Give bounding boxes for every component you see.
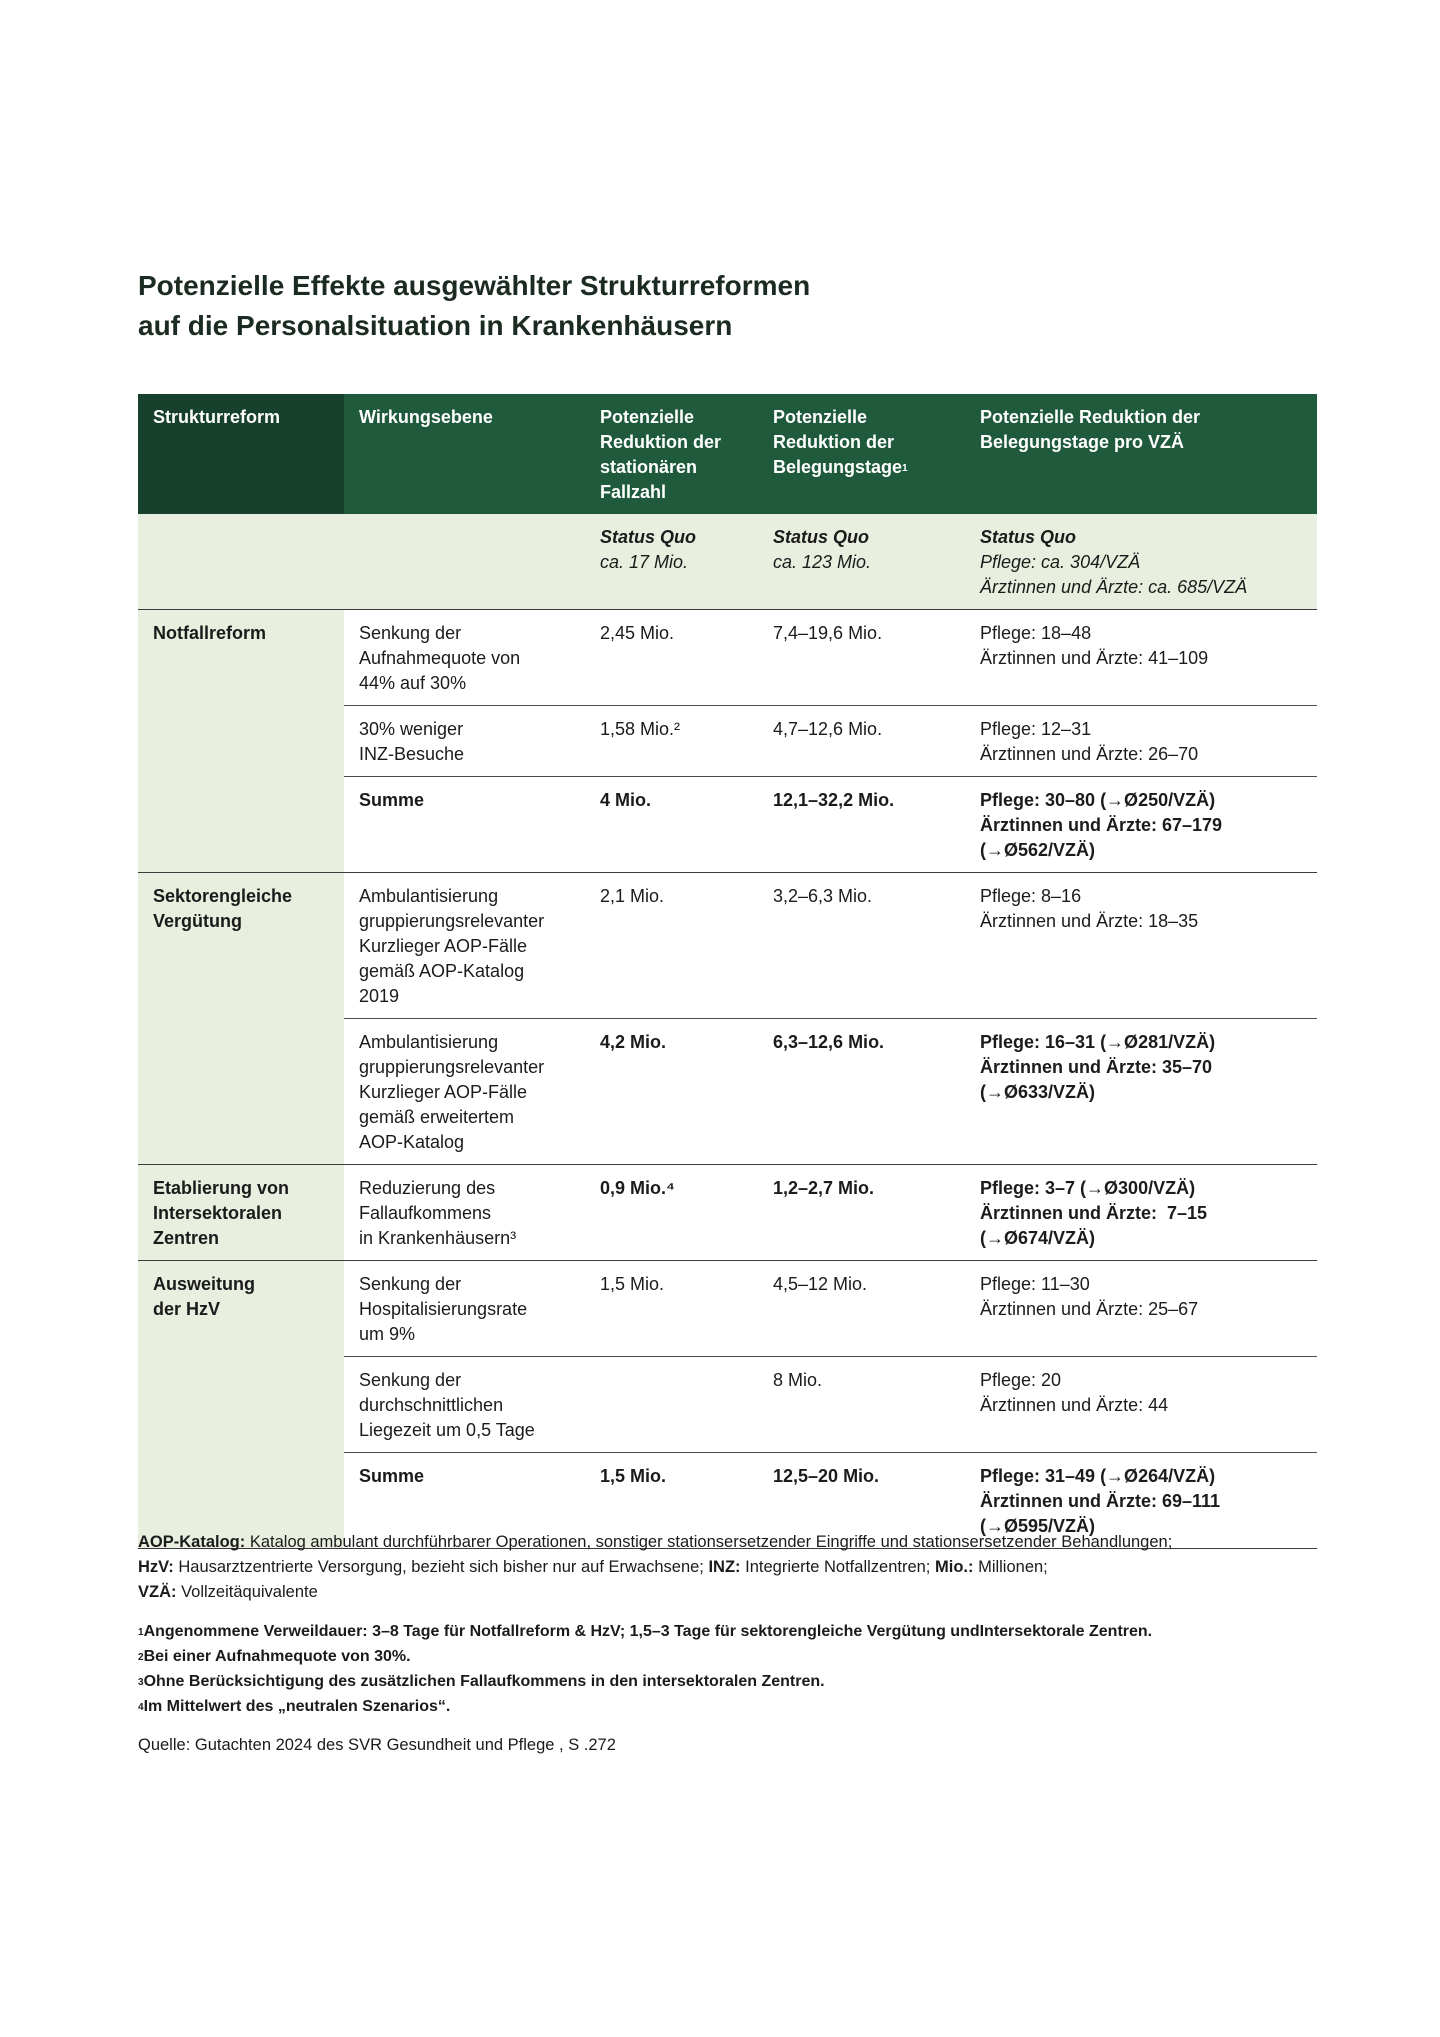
table-row: Ausweitung der HzV Senkung der Hospitalisierungsrate um 9% 1,5 Mio. 4,5–12 Mio. Pflege: 11–30 Ärztinnen und Ärzte: 25–67 bbox=[138, 1261, 1317, 1357]
footnote-mark: 1 bbox=[902, 463, 908, 474]
reform-effects-table bbox=[138, 394, 1317, 1549]
header-vza: Potenzielle Reduktion der Belegungstage pro VZÄ bbox=[965, 394, 1317, 514]
group-sektorengleiche-verguetung bbox=[138, 873, 1317, 1165]
table-row: Notfallreform Senkung der Aufnahmequote von 44% auf 30% 2,45 Mio. 7,4–19,6 Mio. Pflege: 18–48 Ärztinnen und Ärzte: 41–109 bbox=[138, 610, 1317, 706]
sum-row: Summe 4 Mio. 12,1–32,2 Mio. Pflege: 30–80 (→Ø250/VZÄ) Ärztinnen und Ärzte: 67–179 (→Ø562/VZÄ) bbox=[138, 777, 1317, 873]
reform-label: Sektorengleiche Vergütung bbox=[138, 873, 344, 1165]
table-row: 30% weniger INZ-Besuche 1,58 Mio.² 4,7–12,6 Mio. Pflege: 12–31 Ärztinnen und Ärzte: 26–70 bbox=[138, 706, 1317, 777]
group-ausweitung-hzv bbox=[138, 1261, 1317, 1549]
reform-label: Notfallreform bbox=[138, 610, 344, 873]
header-strukturreform: Strukturreform bbox=[138, 394, 344, 514]
source-note: Quelle: Gutachten 2024 des SVR Gesundheit und Pflege , S .272 bbox=[138, 1736, 616, 1754]
status-quo-row bbox=[138, 514, 1317, 610]
footnote: $^4$Im Mittelwert des „neutralen Szenarios“. bbox=[138, 1698, 451, 1715]
table-row: Ambulantisierung gruppierungsrelevanter Kurzlieger AOP-Fälle gemäß erweitertem AOP-Katalog 4,2 Mio. 6,3–12,6 Mio. Pflege: 16–31 (→Ø281/VZÄ) Ärztinnen und Ärzte: 35–70 (→Ø633/VZÄ) bbox=[138, 1019, 1317, 1165]
header-belegungstage: Potenzielle Reduktion der Belegungstage$^1$ bbox=[758, 394, 965, 514]
table-row: Sektorengleiche Vergütung Ambulantisierung gruppierungsrelevanter Kurzlieger AOP-Fälle gemäß AOP-Katalog 2019 2,1 Mio. 3,2–6,3 Mio. Pflege: 8–16 Ärztinnen und Ärzte: 18–35 bbox=[138, 873, 1317, 1019]
reform-label: Ausweitung der HzV bbox=[138, 1261, 344, 1549]
status-quo-fallzahl: Status Quo ca. 17 Mio. bbox=[585, 514, 758, 610]
notes-section bbox=[138, 1530, 1338, 1758]
footnote: $^1$Angenommene Verweildauer: 3–8 Tage für Notfallreform & HzV; 1,5–3 Tage für sektorengleiche Vergütung undIntersektorale Zentren. bbox=[138, 1623, 1153, 1640]
status-quo-vza: Status Quo Pflege: ca. 304/VZÄ Ärztinnen und Ärzte: ca. 685/VZÄ bbox=[965, 514, 1317, 610]
header-wirkungsebene: Wirkungsebene bbox=[344, 394, 585, 514]
footnotes bbox=[138, 1619, 1338, 1719]
header-fallzahl: Potenzielle Reduktion der stationären Fallzahl bbox=[585, 394, 758, 514]
table-row: Etablierung von Intersektoralen Zentren Reduzierung des Fallaufkommens in Krankenhäusern³ 0,9 Mio.⁴ 1,2–2,7 Mio. Pflege: 3–7 (→Ø300/VZÄ) Ärztinnen und Ärzte: 7–15 (→Ø674/VZÄ) bbox=[138, 1165, 1317, 1261]
title-line-1: Potenzielle Effekte ausgewählter Strukturreformen bbox=[138, 270, 811, 301]
status-quo-belegung: Status Quo ca. 123 Mio. bbox=[758, 514, 965, 610]
page-title bbox=[138, 266, 1318, 346]
sum-row: Summe 1,5 Mio. 12,5–20 Mio. Pflege: 31–49 (→Ø264/VZÄ) Ärztinnen und Ärzte: 69–111 (→Ø595/VZÄ) bbox=[138, 1453, 1317, 1549]
footnote: $^3$Ohne Berücksichtigung des zusätzlichen Fallaufkommens in den intersektoralen Zentren. bbox=[138, 1673, 825, 1690]
group-intersektorale-zentren bbox=[138, 1165, 1317, 1261]
footnote: $^2$Bei einer Aufnahmequote von 30%. bbox=[138, 1648, 411, 1665]
title-line-2: auf die Personalsituation in Krankenhäusern bbox=[138, 310, 733, 341]
header-row bbox=[138, 394, 1317, 514]
table-row: Senkung der durchschnittlichen Liegezeit um 0,5 Tage 8 Mio. Pflege: 20 Ärztinnen und Ärzte: 44 bbox=[138, 1357, 1317, 1453]
reform-label: Etablierung von Intersektoralen Zentren bbox=[138, 1165, 344, 1261]
group-notfallreform bbox=[138, 610, 1317, 873]
abbreviations: AOP-Katalog: Katalog ambulant durchführbarer Operationen, sonstiger stationsersetzender Eingriffe und stationsersetzender Behandlungen; HzV: Hausarztzentrierte Versorgung, bezieht sich bisher nur auf Erwachsene; INZ: Integrierte Notfallzentren; Mio.: Millionen; VZÄ: Vollzeitäquivalente bbox=[138, 1533, 1173, 1601]
